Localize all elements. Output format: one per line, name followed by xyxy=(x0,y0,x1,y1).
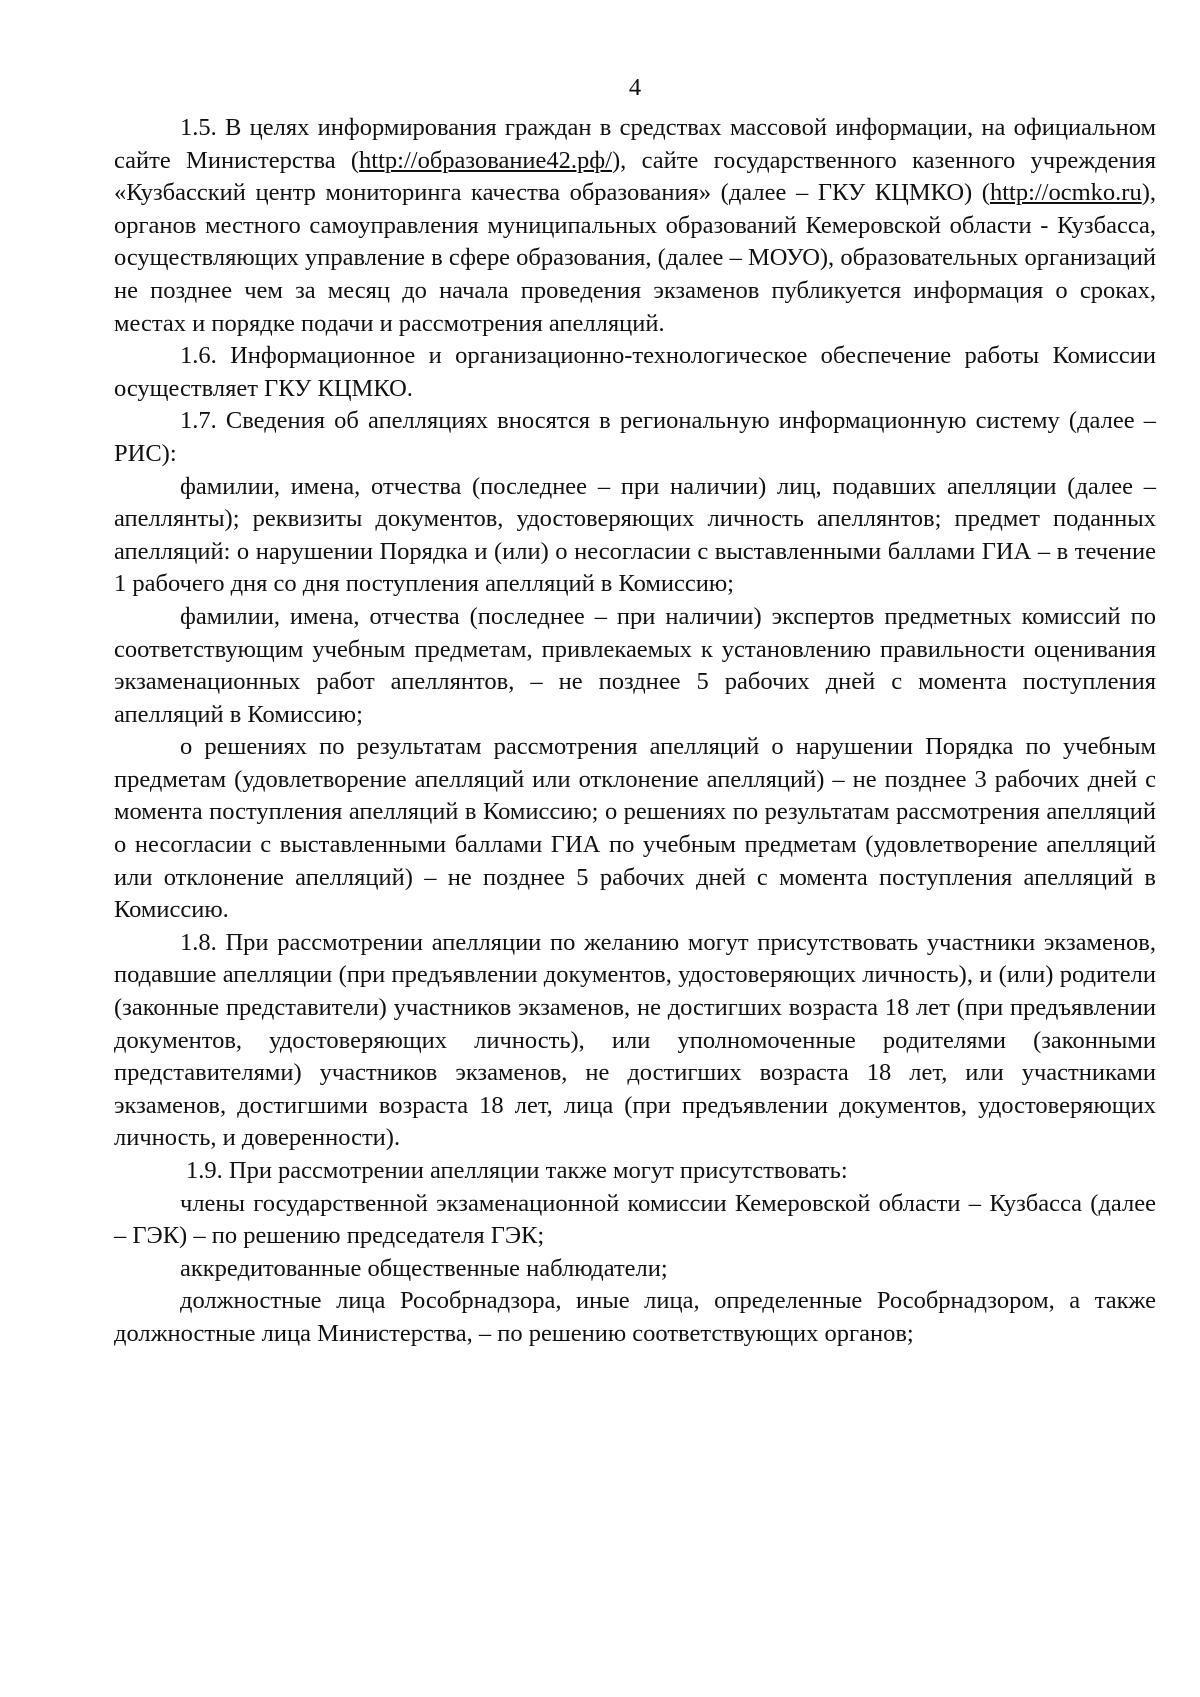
ocmko-site-link[interactable]: http://ocmko.ru xyxy=(989,179,1142,207)
paragraph-1-7-item-1: фамилии, имена, отчества (последнее – при наличии) лиц, подавших апелляции (далее – апеллянты); реквизиты документов, удостоверяющих личность апеллянтов; предмет поданных апелляций: о нарушении Порядка и (или) о несогласии с выставленными баллами ГИА – в течение 1 рабочего дня со дня поступления апелляций в Комиссию; xyxy=(114,472,1156,598)
paragraph-1-7-item-3: о решениях по результатам рассмотрения апелляций о нарушении Порядка по учебным предметам (удовлетворение апелляций или отклонение апелляций) – не позднее 3 рабочих дней с момента поступления апелляций в Комиссию; о решениях по результатам рассмотрения апелляций о несогласии с выставленными баллами ГИА по учебным предметам (удовлетворение апелляций или отклонение апелляций) – не позднее 5 рабочих дней с момента поступления апелляций в Комиссию. xyxy=(114,733,1156,924)
paragraph-1-9-item-3: должностные лица Рособрнадзора, иные лица, определенные Рособрнадзором, а также должностные лица Министерства, – по решению соответствующих органов; xyxy=(114,1287,1156,1347)
paragraph-1-5 xyxy=(114,112,1156,340)
paragraph-1-9-item-1: члены государственной экзаменационной комиссии Кемеровской области – Кузбасса (далее – ГЭК) – по решению председателя ГЭК; xyxy=(114,1189,1156,1250)
paragraph-1-9-item-2: аккредитованные общественные наблюдатели; xyxy=(180,1254,668,1282)
paragraph-1-5-text-a: 1.5. В целях информирования граждан в средствах массовой информации, на официальном сайте Министерства ( xyxy=(114,114,1156,174)
paragraph-1-9: 1.9. При рассмотрении апелляции также могут присутствовать: xyxy=(186,1157,848,1184)
paragraph-1-7-item-2: фамилии, имена, отчества (последнее – при наличии) экспертов предметных комиссий по соответствующим учебным предметам, привлекаемых к установлению правильности оценивания экзаменационных работ апеллянтов, – не позднее 5 рабочих дней с момента поступления апелляций в Комиссию; xyxy=(114,602,1156,728)
page-number: 4 xyxy=(628,74,642,101)
paragraph-1-5-text-c: ), органов местного самоуправления муниципальных образований Кемеровской области - Кузбасса, осуществляющих управление в сфере образования, (далее – МОУО), образовательных организаций не позднее чем за месяц до начала проведения экзаменов публикуется информация о сроках, местах и порядке подачи и рассмотрения апелляций. xyxy=(114,179,1156,337)
ministry-site-link[interactable]: http://образование42.рф/ xyxy=(359,146,612,174)
paragraph-1-5-text-b: ), сайте государственного казенного учреждения «Кузбасский центр мониторинга качества образования» (далее – ГКУ КЦМКО) ( xyxy=(114,146,1156,207)
paragraph-1-8: 1.8. При рассмотрении апелляции по желанию могут присутствовать участники экзаменов, подавшие апелляции (при предъявлении документов, удостоверяющих личность), и (или) родители (законные представители) участников экзаменов, не достигших возраста 18 лет (при предъявлении документов, удостоверяющих личность), или уполномоченные родителями (законными представителями) участников экзаменов, не достигших возраста 18 лет, или участниками экзаменов, достигшими возраста 18 лет, лица (при предъявлении документов, удостоверяющих личность, и доверенности). xyxy=(114,928,1156,1152)
paragraph-1-7: 1.7. Сведения об апелляциях вносятся в региональную информационную систему (далее – РИС): xyxy=(114,407,1156,467)
paragraph-1-6: 1.6. Информационное и организационно-технологическое обеспечение работы Комиссии осуществляет ГКУ КЦМКО. xyxy=(114,342,1156,402)
